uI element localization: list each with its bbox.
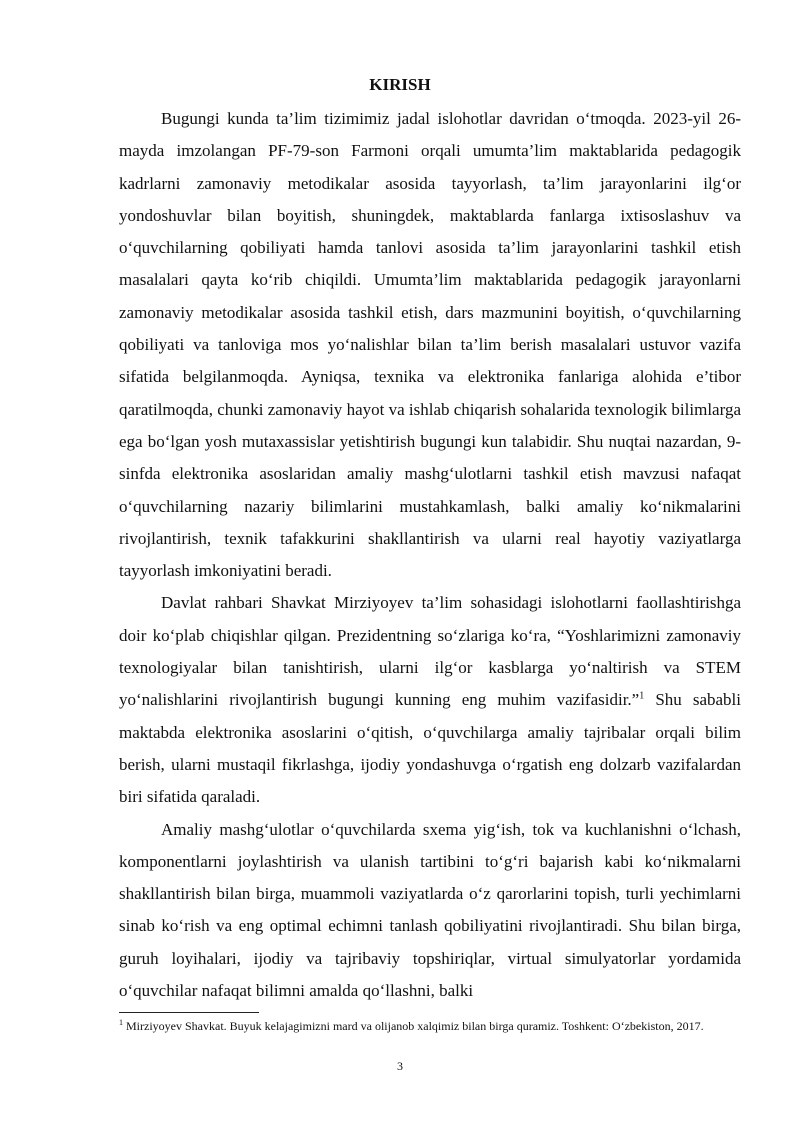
- paragraph-2-quote: Davlat rahbari Shavkat Mirziyoyev ta’lim sohasidagi islohotlarni faollashtirishga doir ko‘plab chiqishlar qilgan. Prezidentning so‘zlariga ko‘ra, “Yoshlarimizni zamonaviy texnologiyalar bilan tanishtirish, ularni ilg‘or kasblarga yo‘naltirish va STEM yo‘nalishlarini rivojlantirish bugungi kunning eng muhim vazifasidir.”: [119, 593, 741, 710]
- paragraph-1: Bugungi kunda ta’lim tizimimiz jadal islohotlar davridan o‘tmoqda. 2023-yil 26-mayda imzolangan PF-79-son Farmoni orqali umumta’lim maktablarida pedagogik kadrlarni zamonaviy metodikalar asosida tayyorlash, ta’lim jarayonlarini ilg‘or yondoshuvlar bilan boyitish, shuningdek, maktablarda fanlarga ixtisoslashuv va o‘quvchilarning qobiliyati hamda tanlovi asosida ta’lim jarayonlarini tashkil etish masalalari qayta ko‘rib chiqildi. Umumta’lim maktablarida pedagogik jarayonlarni zamonaviy metodikalar asosida tashkil etish, dars mazmunini boyitish, o‘quvchilarning qobiliyati va tanloviga mos yo‘nalishlar bilan ta’lim berish masalalari ustuvor vazifa sifatida belgilanmoqda. Ayniqsa, texnika va elektronika fanlariga alohida e’tibor qaratilmoqda, chunki zamonaviy hayot va ishlab chiqarish sohalarida texnologik bilimlarga ega bo‘lgan yosh mutaxassislar yetishtirish bugungi kun talabidir. Shu nuqtai nazardan, 9-sinfda elektronika asoslaridan amaliy mashg‘ulotlarni tashkil etish mavzusi nafaqat o‘quvchilarning nazariy bilimlarini mustahkamlash, balki amaliy ko‘nikmalarini rivojlantirish, texnik tafakkurini shakllantirish va ularni real hayotiy vaziyatlarga tayyorlash imkoniyatini beradi.: [119, 109, 741, 581]
- paragraph-2: [119, 587, 741, 813]
- footnote-divider: [119, 1012, 259, 1013]
- footnote: [119, 1018, 741, 1034]
- paragraph-3: Amaliy mashg‘ulotlar o‘quvchilarda sxema yig‘ish, tok va kuchlanishni o‘lchash, komponentlarni joylashtirish va ulanish tartibini to‘g‘ri bajarish kabi ko‘nikmalarni shakllantirish bilan birga, muammoli vaziyatlarda o‘z qarorlarini topish, turli yechimlarni sinab ko‘rish va eng optimal echimni tanlash qobiliyatini rivojlantiradi. Shu bilan birga, guruh loyihalari, ijodiy va tajribaviy topshiriqlar, virtual simulyatorlar yordamida o‘quvchilar nafaqat bilimni amalda qo‘llashni, balki: [119, 819, 741, 1001]
- page-number: 3: [397, 1059, 403, 1073]
- footnote-text: Mirziyoyev Shavkat. Buyuk kelajagimizni mard va olijanob xalqimiz bilan birga quramiz. Toshkent: O‘zbekiston, 2017.: [123, 1019, 704, 1033]
- footnote-mark: 1: [119, 1018, 123, 1027]
- body-text: [119, 103, 741, 1007]
- footnote-reference[interactable]: 1: [639, 690, 645, 702]
- section-heading: KIRISH: [369, 75, 431, 94]
- paragraph-2-rest: Shu sababli maktabda elektronika asoslarini o‘qitish, o‘quvchilarga amaliy tajribalar orqali bilim berish, ularni mustaqil fikrlashga, ijodiy yondashuvga o‘rgatish eng dolzarb vazifalardan biri sifatida qaraladi.: [119, 690, 742, 807]
